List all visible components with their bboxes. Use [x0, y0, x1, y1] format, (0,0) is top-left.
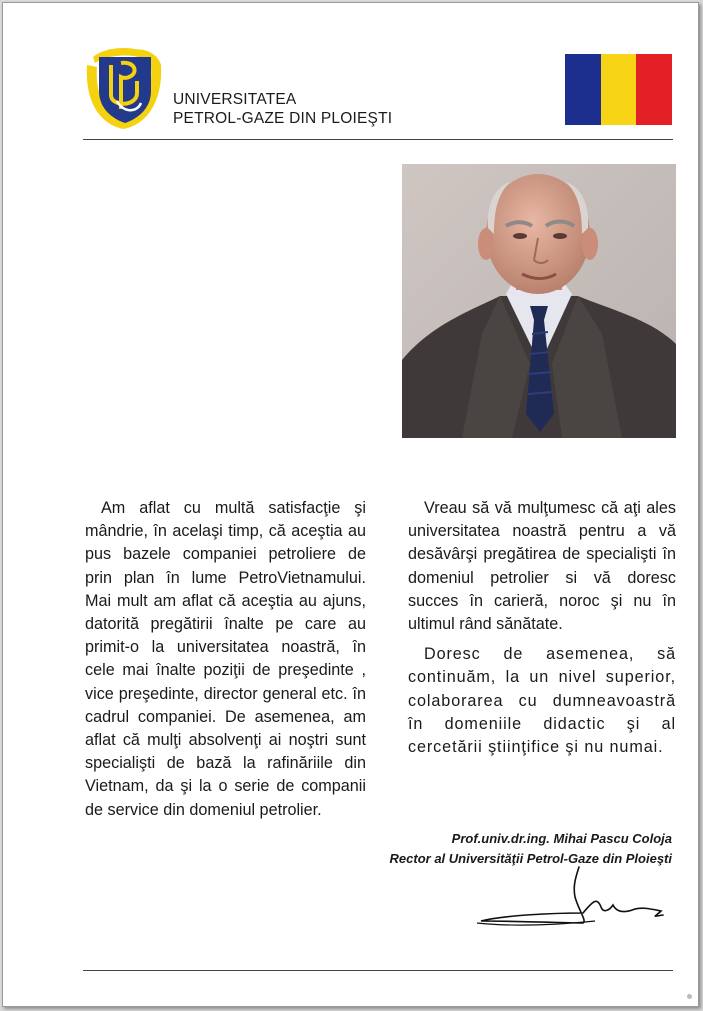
flag-stripe-yellow — [601, 54, 637, 125]
university-name-line2: PETROL-GAZE DIN PLOIEŞTI — [173, 110, 393, 127]
page-mark — [687, 994, 692, 999]
signatory-name: Prof.univ.dr.ing. Mihai Pascu Coloja — [451, 831, 672, 846]
letter-body-right — [408, 497, 676, 759]
letter-paragraph: Vreau să vă mulţumesc că aţi ales universitatea noastră pentru a vă desăvârşi pregătirea de specialişti în domeniul petrolier si vă doresc succes în carieră, noroc şi nu în ultimul rând sănătate. — [408, 499, 676, 634]
header-divider — [83, 139, 673, 140]
letter-body-left — [85, 497, 366, 822]
letter-paragraph: Doresc de asemenea, să continuăm, la un nivel superior, colaborarea cu dumneavoastră în domeniile didactic şi al cercetării ştiinţifice şi nu numai. — [408, 645, 676, 757]
romanian-flag-icon — [565, 54, 672, 125]
university-logo-icon — [77, 43, 169, 133]
flag-stripe-blue — [565, 54, 601, 125]
flag-stripe-red — [636, 54, 672, 125]
signatory-title: Rector al Universităţii Petrol-Gaze din Ploieşti — [389, 851, 672, 866]
letter-page — [2, 2, 699, 1007]
rector-portrait-photo — [402, 164, 676, 438]
university-name — [173, 90, 392, 128]
university-name-line1: UNIVERSITATEA — [173, 91, 297, 108]
footer-divider — [83, 970, 673, 971]
letter-paragraph: Am aflat cu multă satisfacţie şi mândrie, în acelaşi timp, că aceştia au pus bazele companiei petroliere de prin plan în lume PetroVietnamului. Mai mult am aflat că aceştia au ajuns, datorită pregătirii înalte pe care au primit-o la universitatea noastră, în cele mai înalte poziţii de preşedinte , vice preşedinte, director general etc. în cadrul companiei. De asemenea, am aflat că mulţi absolvenţi ai noştri sunt specialişti de bază la rafinăriile din Vietnam, da şi la o serie de companii de service din domeniul petrolier. — [85, 499, 366, 819]
handwritten-signature — [475, 861, 675, 931]
